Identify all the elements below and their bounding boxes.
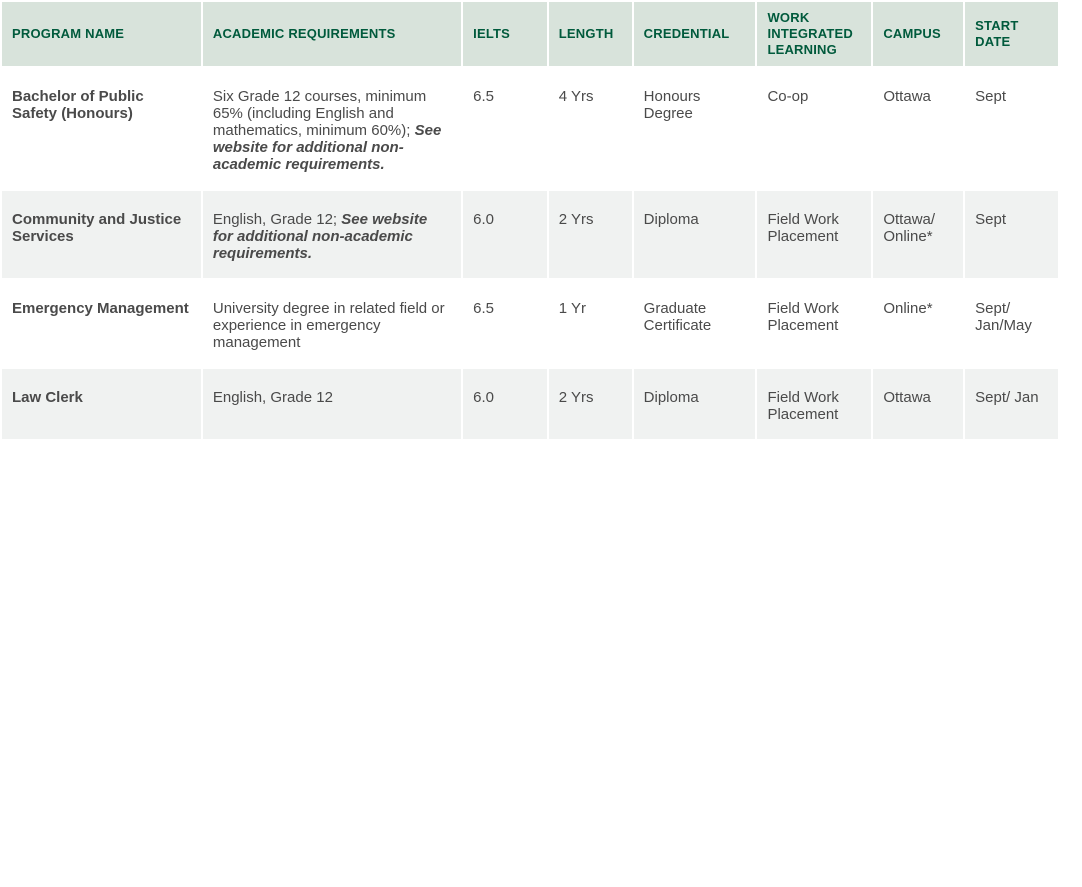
program-length: 2 Yrs: [549, 369, 632, 439]
start-date: Sept: [965, 68, 1058, 189]
ielts-score: 6.0: [463, 369, 547, 439]
credential: Diploma: [634, 191, 756, 278]
program-length: 4 Yrs: [549, 68, 632, 189]
programs-table: [0, 0, 1060, 441]
work-integrated-learning: Co-op: [757, 68, 871, 189]
ielts-score: 6.0: [463, 191, 547, 278]
program-length: 2 Yrs: [549, 191, 632, 278]
header-start-date: START DATE: [965, 2, 1058, 66]
academic-requirements: [203, 191, 461, 278]
campus: Online*: [873, 280, 963, 367]
program-length: 1 Yr: [549, 280, 632, 367]
header-ielts: IELTS: [463, 2, 547, 66]
table-row: [2, 191, 1058, 278]
credential: Diploma: [634, 369, 756, 439]
ielts-score: 6.5: [463, 280, 547, 367]
header-academic-requirements: ACADEMIC REQUIREMENTS: [203, 2, 461, 66]
work-integrated-learning: Field Work Placement: [757, 369, 871, 439]
academic-requirements: [203, 68, 461, 189]
program-name: Emergency Management: [2, 280, 201, 367]
table-row: [2, 369, 1058, 439]
requirements-text: English, Grade 12: [212, 389, 333, 406]
requirements-text: University degree in related field or experience in emergency management: [212, 300, 445, 351]
work-integrated-learning: Field Work Placement: [757, 280, 871, 367]
requirements-text: English, Grade 12;: [212, 211, 338, 228]
table-row: [2, 68, 1058, 189]
start-date: Sept: [965, 191, 1058, 278]
program-name: Law Clerk: [2, 369, 201, 439]
requirements-note: See website for additional non-academic requirements.: [212, 122, 442, 173]
header-program-name: PROGRAM NAME: [2, 2, 201, 66]
header-work-integrated-learning: WORK INTEGRATED LEARNING: [757, 2, 871, 66]
header-credential: CREDENTIAL: [634, 2, 756, 66]
program-name: Bachelor of Public Safety (Honours): [2, 68, 201, 189]
campus: Ottawa: [873, 369, 963, 439]
header-length: LENGTH: [549, 2, 632, 66]
program-name: Community and Justice Services: [2, 191, 201, 278]
academic-requirements: [203, 369, 461, 439]
credential: Graduate Certificate: [634, 280, 756, 367]
table-row: [2, 280, 1058, 367]
campus: Ottawa: [873, 68, 963, 189]
start-date: Sept/ Jan/May: [965, 280, 1058, 367]
header-row: [2, 2, 1058, 66]
ielts-score: 6.5: [463, 68, 547, 189]
start-date: Sept/ Jan: [965, 369, 1058, 439]
work-integrated-learning: Field Work Placement: [757, 191, 871, 278]
credential: Honours Degree: [634, 68, 756, 189]
requirements-note: See website for additional non-academic requirements.: [212, 211, 428, 262]
header-campus: CAMPUS: [873, 2, 963, 66]
requirements-text: Six Grade 12 courses, minimum 65% (including English and mathematics, minimum 60%);: [212, 88, 427, 139]
campus: Ottawa/ Online*: [873, 191, 963, 278]
academic-requirements: [203, 280, 461, 367]
